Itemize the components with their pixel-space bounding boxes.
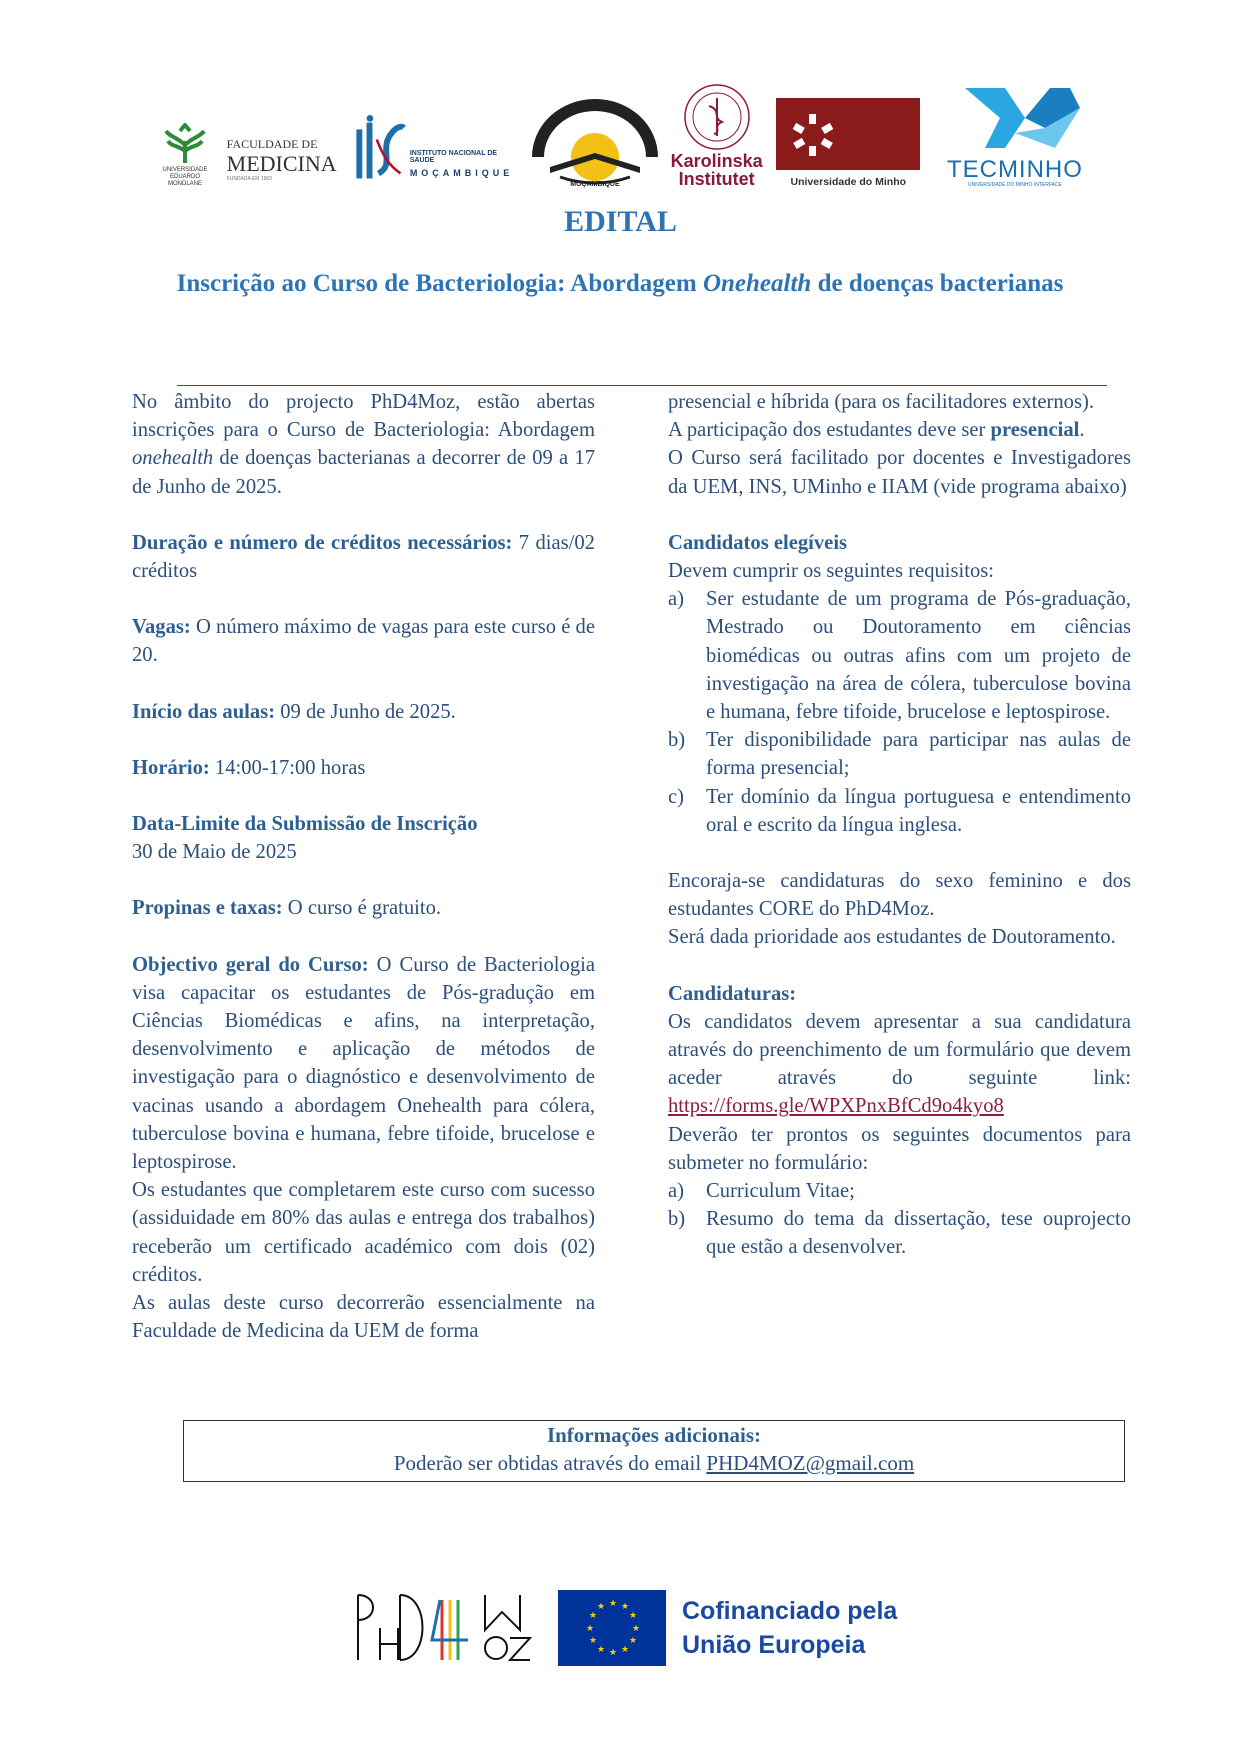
elegiveis-heading: Candidatos elegíveis [668, 531, 848, 554]
aulas-paragraph: As aulas deste curso decorrerão essencialmente na Faculdade de Medicina da UEM de forma [132, 1292, 595, 1343]
certificado-paragraph: Os estudantes que completarem este curso com sucesso (assiduidade em 80% das aulas e entrega dos trabalhos) receberão um certificado académico com dois (02) créditos. [132, 1179, 595, 1286]
elegiveis-intro: Devem cumprir os seguintes requisitos: [668, 560, 995, 583]
vagas-paragraph: Vagas: O número máximo de vagas para este curso é de 20. [132, 616, 595, 667]
svg-text:★: ★ [609, 1598, 618, 1609]
eu-flag-icon [558, 1590, 666, 1666]
objectivo-paragraph: Objectivo geral do Curso: O Curso de Bacteriologia visa capacitar os estudantes de Pós-gradução em Ciências Biomédicas e afins, na interpretação, desenvolvimento e aplicação de métodos de investigação para o diagnóstico e desenvolvimento de vacinas usando a abordagem Onehealth para cólera, tuberculose bovina e humana, febre tifoide, brucelose e leptospirose. [132, 953, 595, 1174]
ins-logo: INSTITUTO NACIONAL DE SAÚDE MOÇAMBIQUE [353, 108, 513, 188]
eu-funding-text: Cofinanciado pela União Europeia [682, 1596, 898, 1659]
list-item: a) Curriculum Vitae; [668, 1180, 855, 1203]
deadline-heading: Data-Limite da Submissão de Inscrição [132, 813, 478, 836]
partner-logos [160, 68, 1090, 188]
encoraja-paragraph: Encoraja-se candidaturas do sexo feminino e dos estudantes CORE do PhD4Moz. [668, 870, 1131, 921]
list-item: a) Ser estudante de um programa de Pós-graduação, Mestrado ou Doutoramento em ciências biomédicas ou outras afins com um projeto de investigação na área de cólera, tuberculose bovina e humana, febre tifoide, brucelose e leptospirose. [668, 588, 1131, 724]
horario-paragraph: Horário: 14:00-17:00 horas [132, 756, 366, 779]
inicio-paragraph: Início das aulas: 09 de Junho de 2025. [132, 700, 456, 723]
info-heading: Informações adicionais: [546, 1423, 762, 1447]
svg-text:★: ★ [621, 1644, 630, 1655]
form-link[interactable]: https://forms.gle/WPXPnxBfCd9o4kyo8 [668, 1095, 1004, 1118]
svg-text:★: ★ [586, 1623, 595, 1634]
info-text: Poderão ser obtidas através do email PHD4MOZ@gmail.com [393, 1451, 915, 1475]
info-box [183, 1420, 1125, 1482]
list-item: b) Ter disponibilidade para participar nas aulas de forma presencial; [668, 729, 1131, 780]
karolinska-logo: Karolinska Institutet [677, 82, 757, 188]
svg-text:★: ★ [629, 1635, 638, 1646]
uminho-logo: Universidade do Minho [773, 98, 923, 188]
aulas-continuation: presencial e híbrida (para os facilitadores externos). [668, 391, 1094, 413]
intro-paragraph: No âmbito do projecto PhD4Moz, estão abertas inscrições para o Curso de Bacteriologia: Abordagem onehealth de doenças bacterianas a decorrer de 09 a 17 de Junho de 2025. [132, 391, 595, 498]
deadline-value: 30 de Maio de 2025 [132, 841, 297, 864]
email-link[interactable]: PHD4MOZ@gmail.com [706, 1451, 915, 1475]
propinas-paragraph: Propinas e taxas: O curso é gratuito. [132, 897, 442, 920]
uem-logo: UNIVERSIDADE EDUARDO MONDLANE [160, 123, 210, 188]
list-item: c) Ter domínio da língua portuguesa e entendimento oral e escrito da língua inglesa. [668, 785, 1131, 836]
svg-text:★: ★ [589, 1610, 598, 1621]
right-column [668, 388, 1131, 1262]
list-item: b) Resumo do tema da dissertação, tese ouprojecto que estão a desenvolver. [668, 1208, 1131, 1259]
page-title: EDITAL [564, 205, 677, 238]
svg-text:★: ★ [597, 1601, 606, 1612]
svg-text:★: ★ [632, 1623, 641, 1634]
up-logo: MOÇAMBIQUE [530, 97, 660, 188]
svg-text:★: ★ [589, 1635, 598, 1646]
candidaturas-heading: Candidaturas: [668, 982, 797, 1005]
faculdade-medicina-logo: FACULDADE DE MEDICINA FUNDADA EM 1963 [226, 137, 337, 182]
tecminho-logo: TECMINHO UNIVERSIDADE DO MINHO INTERFACE [940, 83, 1090, 188]
section-divider [177, 385, 1107, 386]
svg-text:★: ★ [609, 1647, 618, 1658]
page-subtitle: Inscrição ao Curso de Bacteriologia: Abordagem Onehealth de doenças bacterianas [176, 270, 1064, 297]
left-column [132, 388, 595, 1345]
prioridade-paragraph: Será dada prioridade aos estudantes de Doutoramento. [668, 926, 1116, 949]
participacao-paragraph: A participação dos estudantes deve ser presencial. [668, 419, 1085, 442]
duracao-paragraph: Duração e número de créditos necessários: 7 dias/02 créditos [132, 531, 595, 583]
funding-footer [350, 1585, 950, 1670]
svg-text:★: ★ [597, 1644, 606, 1655]
candidaturas-paragraph: Os candidatos devem apresentar a sua candidatura através do preenchimento de um formulário que devem aceder através do seguinte link: https://forms.gle/WPXPnxBfCd9o4kyo8 [668, 1010, 1131, 1118]
facilitado-paragraph: O Curso será facilitado por docentes e Investigadores da UEM, INS, UMinho e IIAM (vide programa abaixo) [668, 447, 1131, 498]
docs-paragraph: Deverão ter prontos os seguintes documentos para submeter no formulário: [668, 1123, 1131, 1174]
svg-text:★: ★ [629, 1610, 638, 1621]
phd4moz-logo [350, 1590, 540, 1665]
svg-text:★: ★ [621, 1601, 630, 1612]
